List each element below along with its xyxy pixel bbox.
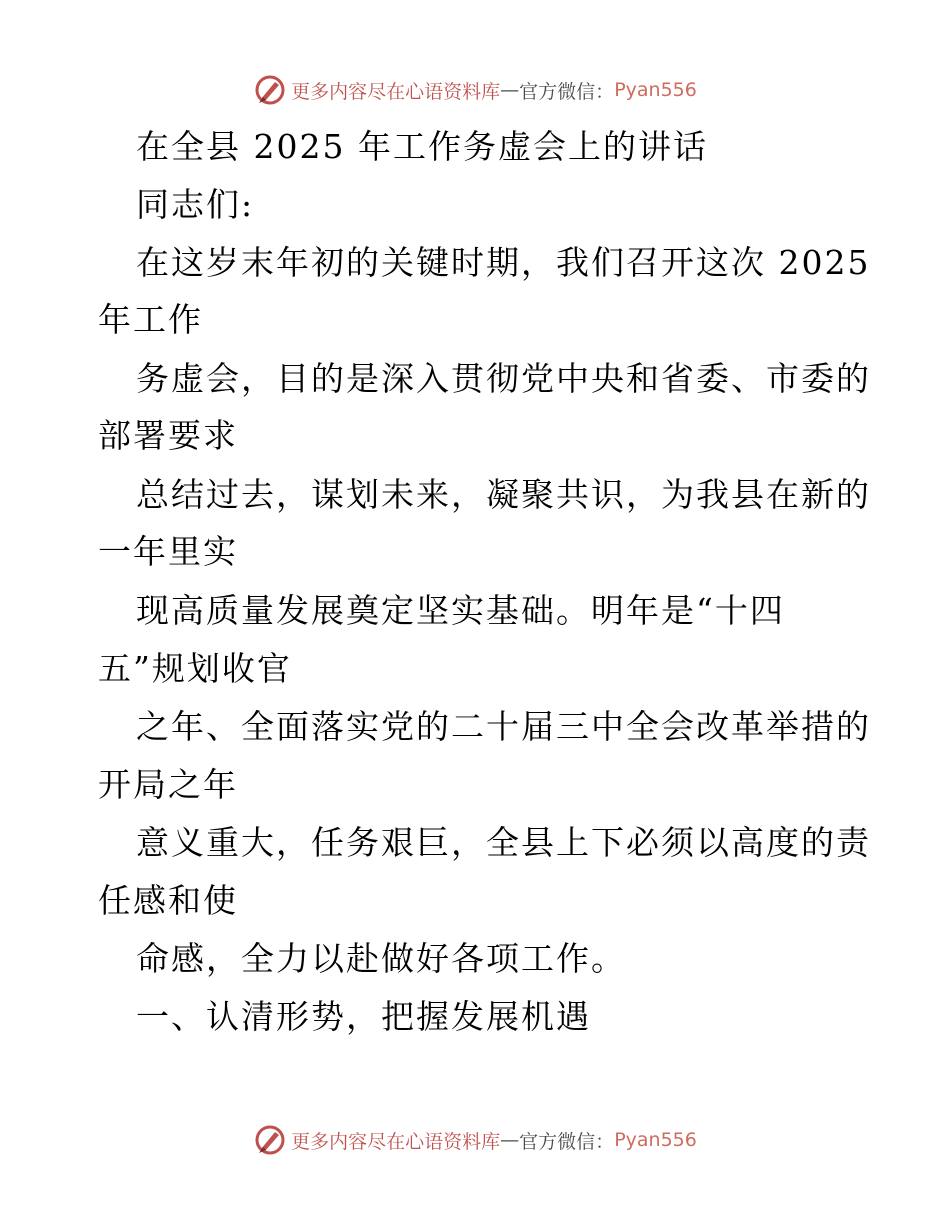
header-watermark (0, 72, 950, 108)
watermark-site-text: 更多内容尽在心语资料库 (291, 80, 501, 103)
paragraph-line: 总结过去，谋划未来，凝聚共识，为我县在新的 (136, 475, 871, 514)
watermark-wechat-handle: Pyan556 (614, 79, 697, 101)
paragraph-line: 开局之年 (98, 765, 238, 804)
salutation: 同志们: (136, 185, 255, 224)
paragraph-line: 任感和使 (98, 881, 238, 920)
paragraph-line: 年工作 (98, 300, 203, 339)
pen-circle-logo-icon (253, 73, 287, 107)
paragraph-line: 一年里实 (98, 532, 238, 571)
watermark-wechat-label: 官方微信： (519, 80, 615, 103)
paragraph-line: 意义重大，任务艰巨，全县上下必须以高度的责 (136, 823, 871, 862)
document-title: 在全县 2025 年工作务虚会上的讲话 (136, 127, 708, 166)
paragraph-line: 命感，全力以赴做好各项工作。 (136, 939, 626, 978)
paragraph-line: 五”规划收官 (98, 649, 292, 688)
watermark-site-text: 更多内容尽在心语资料库 (291, 1130, 501, 1153)
section-heading: 一、认清形势，把握发展机遇 (136, 997, 591, 1036)
paragraph-line: 务虚会，目的是深入贯彻党中央和省委、市委的 (136, 359, 871, 398)
paragraph-line: 部署要求 (98, 416, 238, 455)
paragraph-line: 在这岁末年初的关键时期，我们召开这次 2025 (136, 243, 871, 282)
watermark-wechat-handle: Pyan556 (614, 1129, 697, 1151)
pen-circle-logo-icon (253, 1123, 287, 1157)
watermark-wechat-label: 官方微信： (519, 1130, 615, 1153)
watermark-dash: — (500, 1129, 520, 1151)
footer-watermark (0, 1122, 950, 1158)
paragraph-line: 之年、全面落实党的二十届三中全会改革举措的 (136, 707, 871, 746)
watermark-dash: — (500, 79, 520, 101)
paragraph-line: 现高质量发展奠定坚实基础。明年是“十四 (136, 591, 785, 630)
